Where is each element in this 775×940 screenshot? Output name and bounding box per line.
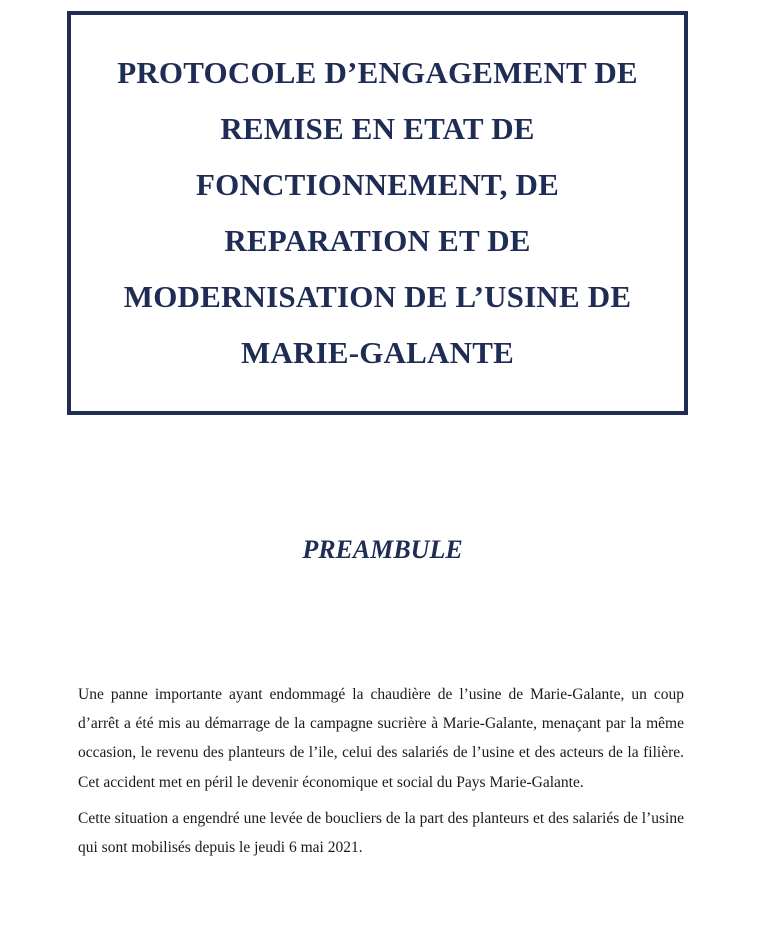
title-line: MODERNISATION DE L’USINE DE	[123, 279, 632, 314]
title-frame	[67, 11, 688, 415]
paragraph: Cette situation a engendré une levée de boucliers de la part des planteurs et des salariés de l’usine qui sont mobilisés depuis le jeudi 6 mai 2021.	[78, 809, 684, 857]
preamble-body	[78, 680, 684, 869]
title-line: MARIE-GALANTE	[240, 335, 514, 370]
title-line: REPARATION ET DE	[224, 223, 531, 258]
title-line: PROTOCOLE D’ENGAGEMENT DE	[117, 55, 638, 90]
preamble-heading: PREAMBULE	[302, 535, 463, 564]
paragraph: Une panne importante ayant endommagé la chaudière de l’usine de Marie-Galante, un coup d’arrêt a été mis au démarrage de la campagne sucrière à Marie-Galante, menaçant par la même occasion, le revenu des planteurs de l’ile, celui des salariés de l’usine et des acteurs de la filière. Cet accident met en péril le devenir économique et social du Pays Marie-Galante.	[78, 686, 684, 791]
title-line: FONCTIONNEMENT, DE	[196, 167, 559, 202]
document-title	[103, 45, 652, 381]
title-line: REMISE EN ETAT DE	[220, 111, 535, 146]
